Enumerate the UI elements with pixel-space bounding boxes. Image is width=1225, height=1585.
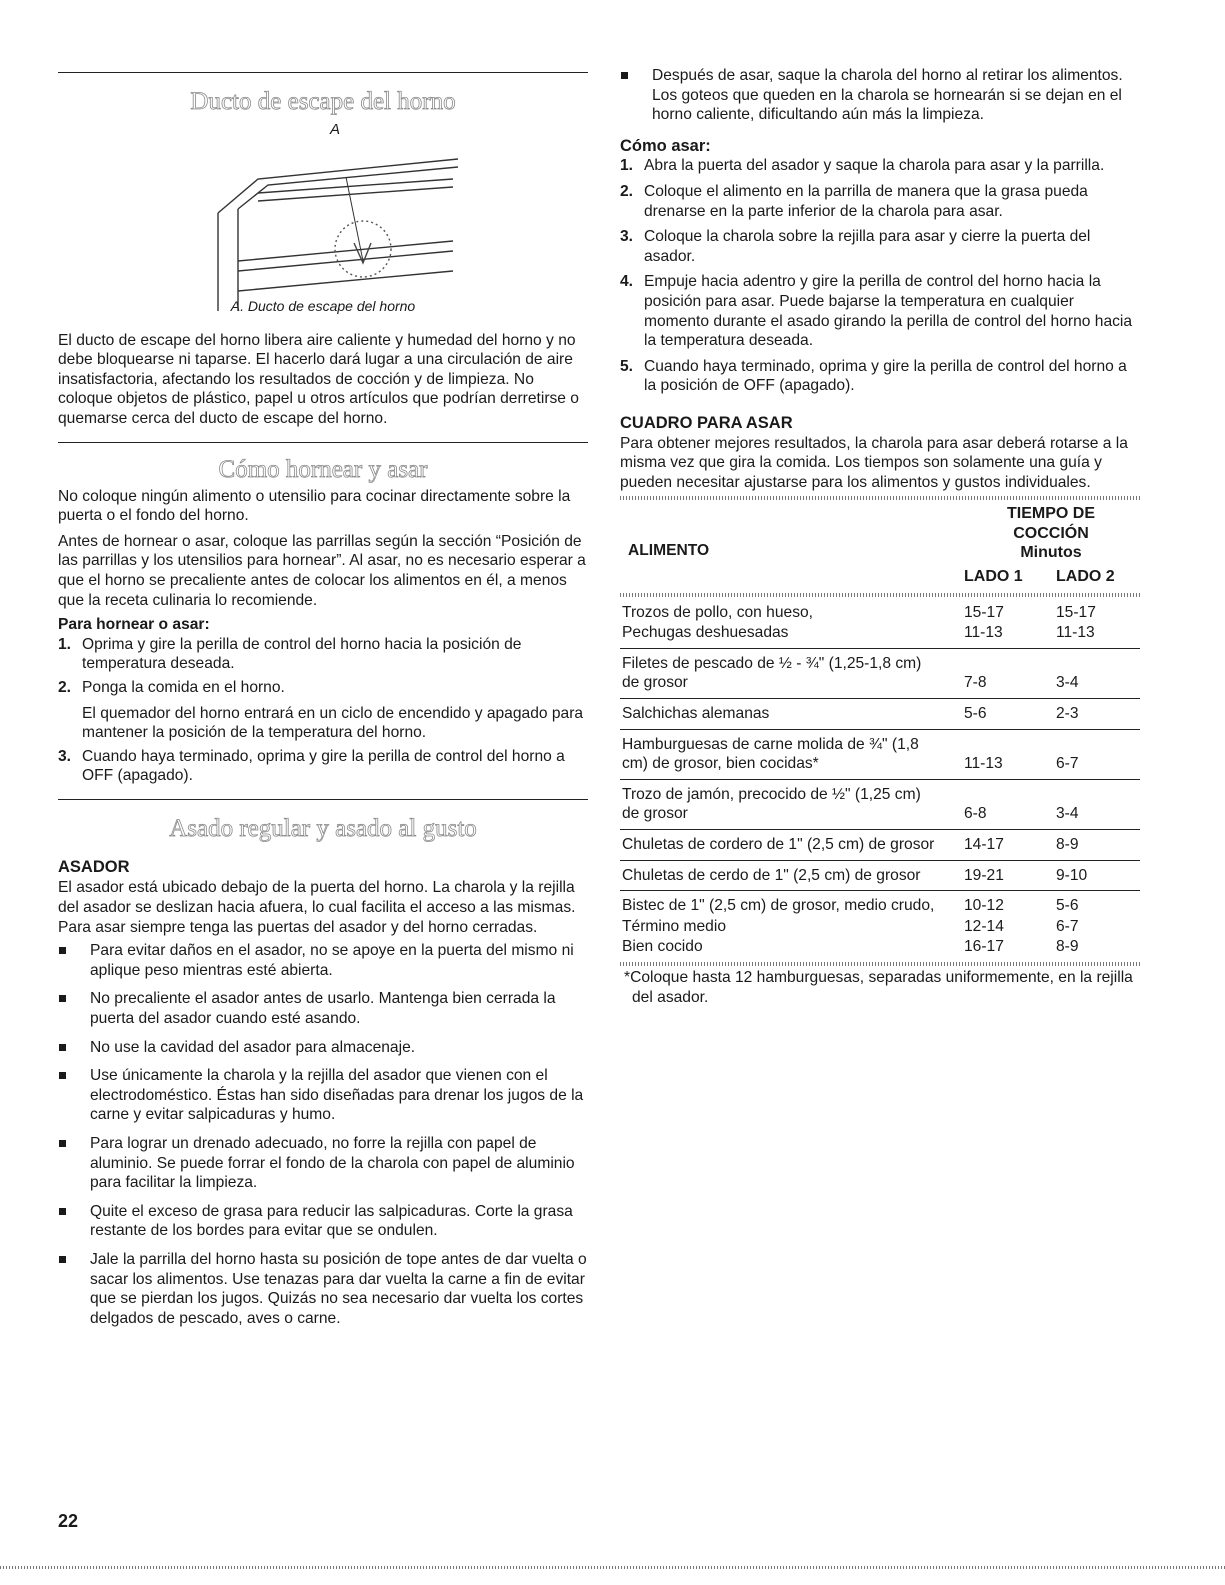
list-item: Después de asar, saque la charola del horno al retirar los alimentos. Los goteos que queden en la charola se hornearán si se dejan en el horno caliente, dificultando aún más la limpieza.	[620, 66, 1140, 125]
broil-table	[620, 500, 1140, 592]
table-cell-side-1-time: 7-8	[962, 648, 1050, 698]
table-row	[620, 699, 1140, 730]
table-cell-side-1-time: 14-17	[962, 830, 1050, 861]
table-cell-side-1-time: 15-17	[964, 603, 1004, 621]
broil-steps	[620, 156, 1140, 396]
list-item: 1. Oprima y gire la perilla de control del horno hacia la posición de temperatura deseada.	[58, 635, 522, 673]
left-column	[58, 0, 588, 1328]
list-item: No use la cavidad del asador para almacenaje.	[58, 1038, 588, 1058]
list-item: 2. Coloque el alimento en la parrilla de manera que la grasa pueda drenarse en la parte inferior de la charola para asar.	[620, 182, 1088, 220]
table-cell-side-1-time: 5-6	[962, 699, 1050, 730]
table-cell-food: Filetes de pescado de ½ - ¾" (1,25-1,8 cm) de grosor	[620, 648, 962, 698]
section-title-broil: Asado regular y asado al gusto	[169, 814, 477, 842]
broil-table-body	[620, 597, 1140, 962]
header-side-2: LADO 2	[1056, 568, 1115, 586]
table-cell-side-1-time: 12-14	[964, 917, 1004, 935]
vent-paragraph: El ducto de escape del horno libera aire caliente y humedad del horno y no debe bloquearse ni taparse. El hacerlo dará lugar a una circulación de aire insatisfactoria, afectando los resultados de cocción y de limpieza. No coloque objetos de plástico, papel u otros artículos que podrían derretirse o quemarse cerca del ducto de escape del horno.	[58, 331, 579, 427]
list-item: Para evitar daños en el asador, no se apoye en la puerta del mismo ni aplique peso mientras esté abierta.	[58, 941, 588, 980]
header-time: TIEMPO DE COCCIÓN Minutos	[1006, 505, 1095, 562]
list-item: 2. Ponga la comida en el horno.	[58, 678, 285, 696]
table-cell-side-1-time: 16-17	[964, 938, 1004, 956]
table-row	[620, 830, 1140, 861]
table-row	[620, 597, 1140, 623]
table-cell-food: Trozo de jamón, precocido de ½" (1,25 cm) de grosor	[620, 779, 962, 829]
list-item: 5. Cuando haya terminado, oprima y gire la perilla de control del horno a la posición de OFF (apagado).	[620, 357, 1127, 395]
broiler-subtitle: ASADOR	[58, 857, 130, 876]
page-bottom-border	[0, 1566, 1225, 1569]
bake-paragraph-2: Antes de hornear o asar, coloque las parrillas según la sección “Posición de las parrillas y los utensilios para hornear”. Al asar, no es necesario esperar a que el horno se precaliente antes de colocar los alimentos en él, a menos que la receta culinaria lo recomiende.	[58, 532, 586, 609]
section-divider	[58, 72, 588, 73]
table-cell-side-2-time: 6-7	[1056, 917, 1079, 935]
table-row	[620, 916, 1140, 937]
table-cell-side-1-time: 11-13	[962, 622, 1050, 648]
section-title-vent: Ducto de escape del horno	[190, 88, 456, 115]
table-cell-side-2-time: 6-7	[1050, 729, 1140, 779]
table-cell-food: Trozos de pollo, con hueso,	[622, 603, 813, 621]
table-cell-side-2-time: 3-4	[1050, 779, 1140, 829]
table-cell-food: Bistec de 1" (2,5 cm) de grosor, medio crudo,	[622, 897, 935, 915]
list-item: No precaliente el asador antes de usarlo. Mantenga bien cerrada la puerta del asador cuando esté asando.	[58, 989, 588, 1028]
table-header-row	[620, 500, 1140, 563]
figure-caption: A. Ducto de escape del horno	[230, 298, 416, 314]
header-side-1: LADO 1	[964, 568, 1023, 586]
table-cell-side-2-time: 9-10	[1050, 860, 1140, 891]
table-footnote: *Coloque hasta 12 hamburguesas, separadas uniformemente, en la rejilla del asador.	[624, 968, 1133, 1006]
broil-chart-title: CUADRO PARA ASAR	[620, 413, 793, 432]
broiler-paragraph: El asador está ubicado debajo de la puerta del horno. La charola y la rejilla del asador se deslizan hacia afuera, lo cual facilita el acceso a las mismas. Para asar siempre tenga las puertas del asador y del horno cerradas.	[58, 879, 576, 936]
table-cell-side-2-time: 2-3	[1050, 699, 1140, 730]
table-row	[620, 779, 1140, 829]
table-cell-food: Salchichas alemanas	[620, 699, 962, 730]
table-row	[620, 891, 1140, 916]
table-bottom-border	[620, 962, 1140, 966]
broiler-tips-continued	[620, 66, 1140, 125]
table-cell-side-1-time: 10-12	[964, 897, 1004, 915]
list-item: 3. Coloque la charola sobre la rejilla para asar y cierre la puerta del asador.	[620, 228, 1091, 265]
list-item: 3. Cuando haya terminado, oprima y gire la perilla de control del horno a OFF (apagado).	[58, 747, 565, 785]
bake-subtitle: Para hornear o asar:	[58, 616, 210, 634]
table-row	[620, 936, 1140, 962]
section-title-bake: Cómo hornear y asar	[218, 455, 428, 483]
table-subheader-row	[620, 563, 1140, 593]
table-row	[620, 622, 1140, 648]
section-divider	[58, 799, 588, 800]
table-cell-side-1-time: 11-13	[962, 729, 1050, 779]
list-item: Use únicamente la charola y la rejilla del asador que vienen con el electrodoméstico. Éstas han sido diseñadas para drenar los jugos de la carne y evitar salpicaduras y humo.	[58, 1066, 588, 1125]
table-cell-food: Chuletas de cerdo de 1" (2,5 cm) de grosor	[620, 860, 962, 891]
table-cell-side-2-time: 8-9	[1050, 830, 1140, 861]
bake-paragraph-1: No coloque ningún alimento o utensilio para cocinar directamente sobre la puerta o el fondo del horno.	[58, 487, 571, 525]
table-row	[620, 729, 1140, 779]
broil-chart-intro: Para obtener mejores resultados, la charola para asar deberá rotarse a la misma vez que gira la comida. Los tiempos son solamente una guía y pueden necesitar ajustarse para los alimentos y gustos individuales.	[620, 434, 1128, 491]
vent-illustration	[58, 121, 588, 311]
table-cell-side-1-time: 19-21	[962, 860, 1050, 891]
broiler-tips	[58, 941, 588, 1328]
table-cell-food: Chuletas de cordero de 1" (2,5 cm) de grosor	[620, 830, 962, 861]
list-item: Quite el exceso de grasa para reducir las salpicaduras. Corte la grasa restante de los bordes para evitar que se ondulen.	[58, 1202, 588, 1241]
table-cell-food: Bien cocido	[622, 938, 703, 956]
table-cell-side-2-time: 5-6	[1056, 897, 1079, 915]
table-row	[620, 648, 1140, 698]
page-number: 22	[58, 1511, 79, 1531]
right-column	[620, 0, 1140, 1007]
list-item: Para lograr un drenado adecuado, no forre la rejilla con papel de aluminio. Se puede forrar el fondo de la charola con papel de aluminio para facilitar la limpieza.	[58, 1134, 588, 1193]
list-item: Jale la parrilla del horno hasta su posición de tope antes de dar vuelta o sacar los alimentos. Use tenazas para dar vuelta la carne a fin de evitar que se pierdan los jugos. Quizás no sea necesario dar vuelta los cortes delgados de pescado, aves o carne.	[58, 1250, 588, 1328]
bake-steps	[58, 635, 588, 786]
table-row	[620, 860, 1140, 891]
list-item-note: El quemador del horno entrará en un ciclo de encendido y apagado para mantener la posición de la temperatura del horno.	[82, 704, 584, 742]
section-divider	[58, 442, 588, 443]
table-cell-food: Término medio	[622, 917, 726, 935]
table-cell-side-2-time: 8-9	[1056, 938, 1079, 956]
table-cell-side-2-time: 15-17	[1056, 603, 1096, 621]
callout-label-a: A	[330, 121, 341, 138]
list-item: 1. Abra la puerta del asador y saque la charola para asar y la parrilla.	[620, 157, 1105, 175]
list-item: 4. Empuje hacia adentro y gire la perilla de control del horno hacia la posición para asar. Puede bajarse la temperatura en cualquier momento durante el asado girando la perilla de control del horno hacia la temperatura deseada.	[620, 273, 1133, 350]
broil-how-title: Cómo asar:	[620, 136, 711, 155]
table-cell-side-2-time: 3-4	[1050, 648, 1140, 698]
table-cell-food: Hamburguesas de carne molida de ¾" (1,8 cm) de grosor, bien cocidas*	[620, 729, 962, 779]
table-cell-side-1-time: 6-8	[962, 779, 1050, 829]
table-cell-food: Pechugas deshuesadas	[620, 622, 962, 648]
table-cell-side-2-time: 11-13	[1050, 622, 1140, 648]
oven-vent-drawing	[58, 121, 588, 311]
header-food: ALIMENTO	[628, 542, 710, 560]
